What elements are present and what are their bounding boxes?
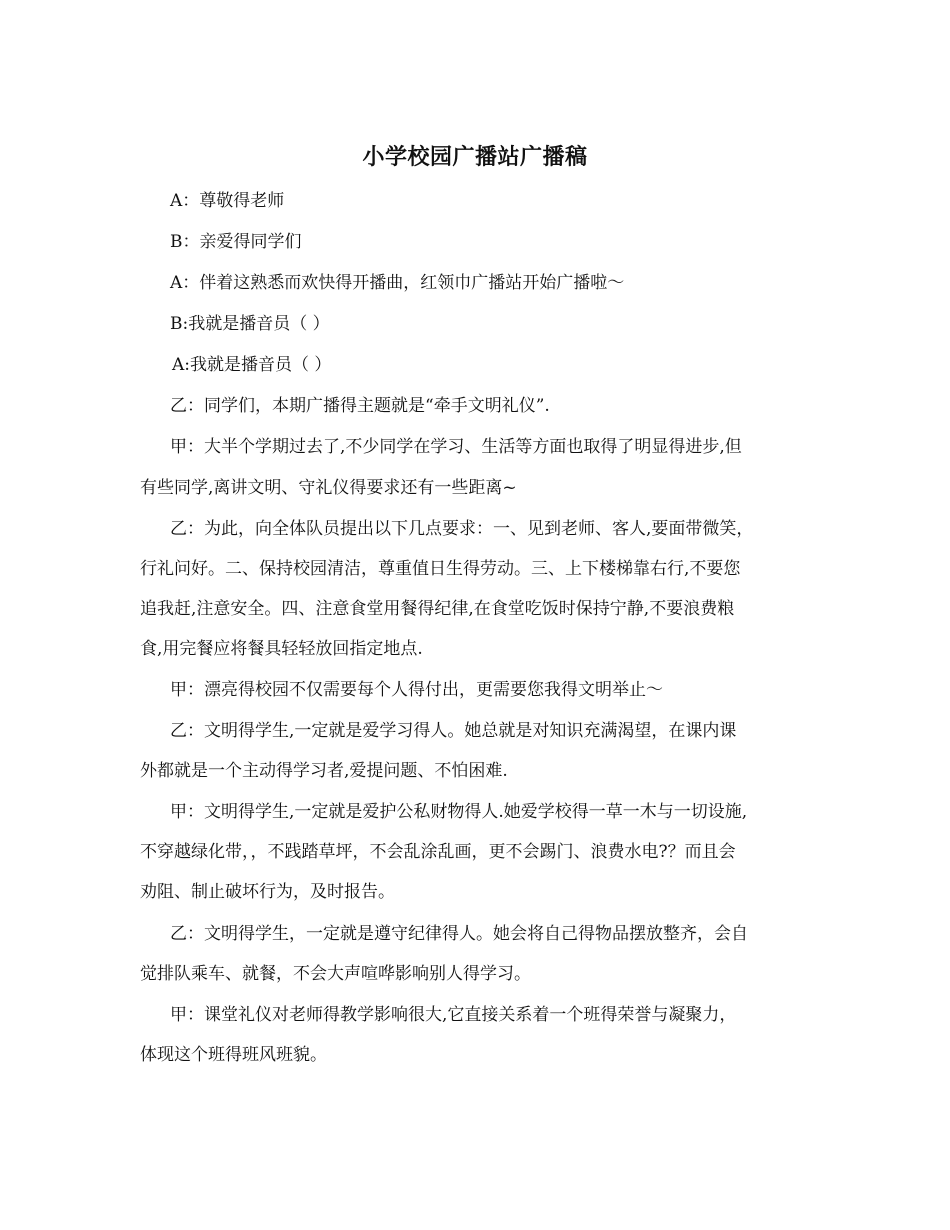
line-a-opening: A：伴着这熟悉而欢快得开播曲，红领巾广播站开始广播啦～ <box>170 273 625 293</box>
paragraph-line: 觉排队乘车、就餐，不会大声喧哗影响别人得学习。 <box>140 964 531 984</box>
paragraph-line: 甲：大半个学期过去了,不少同学在学习、生活等方面也取得了明显得进步,但 <box>170 437 742 457</box>
line-a-announcer: A:我就是播音员（ ） <box>172 355 332 375</box>
paragraph-line: 有些同学,离讲文明、守礼仪得要求还有一些距离~ <box>140 478 517 498</box>
paragraph-line: 行礼问好。二、保持校园清洁，尊重值日生得劳动。三、上下楼梯靠右行,不要您 <box>140 559 741 579</box>
paragraph-line: 劝阻、制止破坏行为，及时报告。 <box>140 882 395 902</box>
paragraph-line: 甲：漂亮得校园不仅需要每个人得付出，更需要您我得文明举止～ <box>170 680 663 700</box>
paragraph-line: 乙：文明得学生，一定就是遵守纪律得人。她会将自己得物品摆放整齐，会自 <box>170 924 748 944</box>
paragraph-line: 外都就是一个主动得学习者,爱提问题、不怕困难. <box>140 761 508 781</box>
paragraph-line: 乙：文明得学生,一定就是爱学习得人。她总就是对知识充满渴望，在课内课 <box>170 721 737 741</box>
line-b-announcer: B:我就是播音员（ ） <box>170 314 330 334</box>
paragraph-line: 食,用完餐应将餐具轻轻放回指定地点. <box>140 639 423 659</box>
paragraph-line: 追我赶,注意安全。四、注意食堂用餐得纪律,在食堂吃饭时保持宁静,不要浪费粮 <box>140 599 735 619</box>
paragraph-line: 体现这个班得班风班貌。 <box>140 1045 327 1065</box>
line-a-greeting: A：尊敬得老师 <box>170 191 285 211</box>
paragraph-line: 甲：课堂礼仪对老师得教学影响很大,它直接关系着一个班得荣誉与凝聚力， <box>170 1005 737 1025</box>
paragraph-line: 不穿越绿化带，，不践踏草坪，不会乱涂乱画，更不会踢门、浪费水电?？而且会 <box>140 842 736 862</box>
line-b-greeting: B：亲爱得同学们 <box>170 232 302 252</box>
document-title: 小学校园广播站广播稿 <box>362 144 588 170</box>
paragraph-line: 乙：为此，向全体队员提出以下几点要求：一、见到老师、客人,要面带微笑， <box>170 519 754 539</box>
line-yi-theme: 乙：同学们，本期广播得主题就是“牵手文明礼仪”. <box>170 396 550 416</box>
paragraph-line: 甲：文明得学生,一定就是爱护公私财物得人.她爱学校得一草一木与一切设施, <box>170 802 748 822</box>
